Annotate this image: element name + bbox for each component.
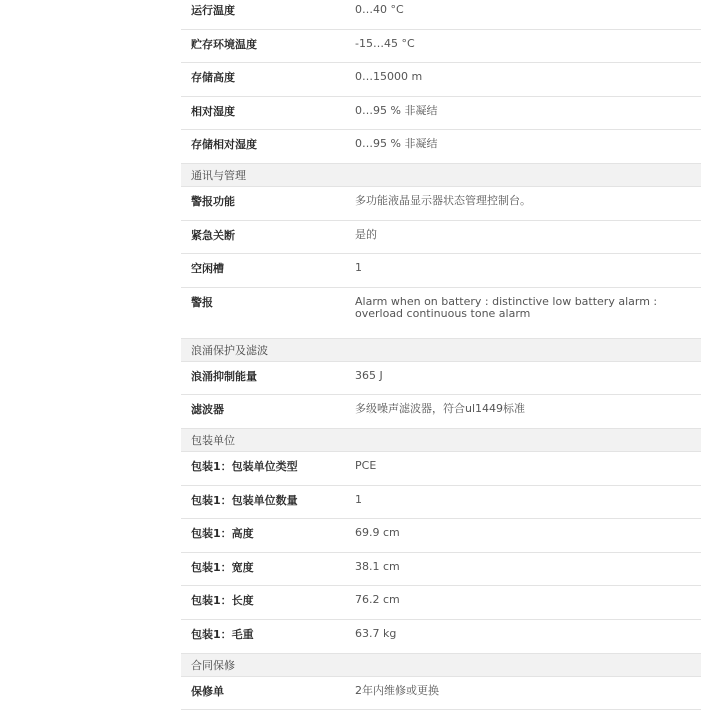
spec-row (181, 553, 701, 587)
spec-label: 包装1：毛重 (181, 628, 355, 641)
spec-value: 是的 (355, 229, 701, 241)
spec-value: 76.2 cm (355, 594, 701, 606)
spec-label: 包装1：包装单位类型 (181, 460, 355, 473)
spec-value: 69.9 cm (355, 527, 701, 539)
spec-row (181, 486, 701, 520)
spec-value: 0…95 % 非凝结 (355, 105, 701, 117)
spec-table (181, 0, 701, 710)
spec-row (181, 362, 701, 396)
spec-row (181, 254, 701, 288)
spec-row (181, 130, 701, 164)
spec-value: 63.7 kg (355, 628, 701, 640)
section-header: 通讯与管理 (181, 164, 701, 187)
section-header: 浪涌保护及滤波 (181, 339, 701, 362)
spec-label: 警报功能 (181, 195, 355, 208)
spec-value: 365 J (355, 370, 701, 382)
spec-row (181, 63, 701, 97)
spec-row (181, 586, 701, 620)
spec-label: 紧急关断 (181, 229, 355, 242)
spec-label: 包装1：宽度 (181, 561, 355, 574)
spec-label: 空闲槽 (181, 262, 355, 275)
spec-row (181, 221, 701, 255)
spec-value: 0…40 °C (355, 4, 701, 16)
spec-row (181, 97, 701, 131)
spec-label: 包装1：包装单位数量 (181, 494, 355, 507)
spec-row (181, 452, 701, 486)
spec-label: 存储高度 (181, 71, 355, 84)
spec-row (181, 620, 701, 654)
spec-label: 保修单 (181, 685, 355, 698)
spec-label: 警报 (181, 296, 355, 309)
spec-value: -15…45 °C (355, 38, 701, 50)
spec-row (181, 187, 701, 221)
spec-value: PCE (355, 460, 701, 472)
spec-value: 1 (355, 262, 701, 274)
spec-value: 多功能液晶显示器状态管理控制台。 (355, 195, 701, 207)
spec-row (181, 30, 701, 64)
spec-value: 0…15000 m (355, 71, 701, 83)
section-header: 包装单位 (181, 429, 701, 452)
spec-label: 存储相对湿度 (181, 138, 355, 151)
spec-row (181, 519, 701, 553)
spec-label: 相对湿度 (181, 105, 355, 118)
spec-value: 多级噪声滤波器，符合ul1449标准 (355, 403, 701, 415)
spec-value: 38.1 cm (355, 561, 701, 573)
spec-label: 包装1：长度 (181, 594, 355, 607)
spec-value: 0…95 % 非凝结 (355, 138, 701, 150)
spec-value: Alarm when on battery : distinctive low battery alarm : overload continuous tone alarm (355, 296, 701, 320)
spec-label: 贮存环境温度 (181, 38, 355, 51)
spec-row (181, 677, 701, 710)
spec-row (181, 0, 701, 30)
spec-value: 2年内维修或更换 (355, 685, 701, 697)
spec-label: 运行温度 (181, 4, 355, 17)
spec-label: 浪涌抑制能量 (181, 370, 355, 383)
section-header: 合同保修 (181, 654, 701, 677)
spec-value: 1 (355, 494, 701, 506)
spec-row (181, 288, 701, 339)
spec-row (181, 395, 701, 429)
spec-label: 滤波器 (181, 403, 355, 416)
spec-label: 包装1：高度 (181, 527, 355, 540)
